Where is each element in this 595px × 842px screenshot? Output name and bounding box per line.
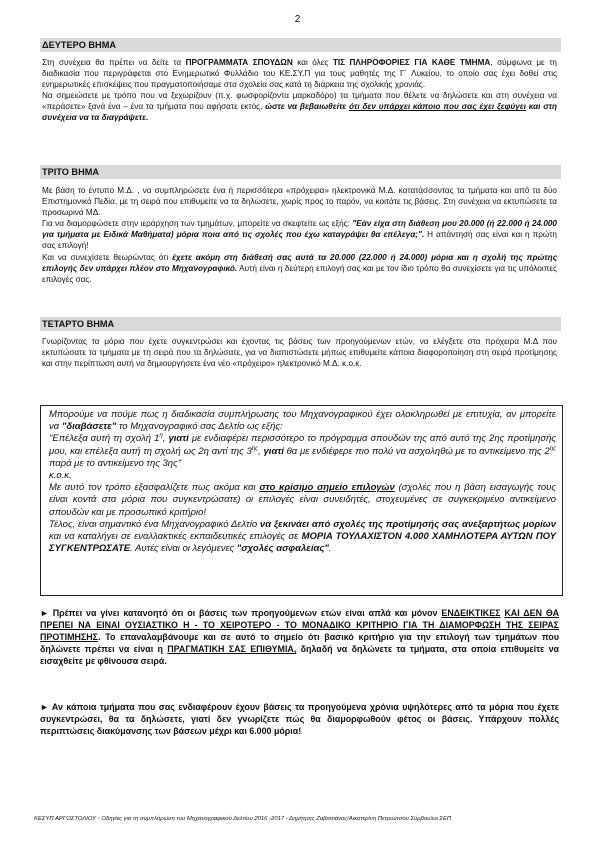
step4-paragraph-1: Γνωρίζοντας τα μόρια που έχετε συγκεντρώσει και έχοντας τις βάσεις των προηγούμενων ετών, να ελέγξετε στα πρόχειρα Μ.Δ που εκτυπώσατε τα τμήματα με τη σειρά που τα δηλώσατε, για να διαπιστώσετε μήπως επιθυμείτε κάποια διαφοροποίηση στη σειρά προτίμησης και στην περίπτωση αυτή να δημιουργήσετε ένα νέο «πρόχειρο» ηλεκτρονικό Μ.Δ. κ.ο.κ. — [42, 337, 557, 369]
summary-box — [40, 405, 563, 596]
box-paragraph-2: "Επέλεξα αυτή τη σχολή $1^\eta$, γιατί με ενδιαφέρει περισσότερο το πρόγραμμα σπουδών της από αυτό της 2ης προτίμησής μου, και επέλεξα αυτή τη σχολή ως 2η αντί της $3^{\eta\varsigma}$, γιατί θα με ενδιέφερε πιο πολύ να ασχοληθώ με το αντικείμενο της $2^{\eta\varsigma}$ παρά με το αντικείμενο της 3ης" — [49, 433, 557, 469]
box-paragraph-3: Με αυτό τον τρόπο εξασφαλίζετε πως ακόμα και στο κρίσιμο σημείο επιλογών (σχολές που η βάση εισαγωγής τους είναι κοντά στα μόρια που συγκεντρώσατε) οι επιλογές είναι συνειδητές, στοχευμένες σε συγκεκριμένο αντικείμενο σπουδών και με προσωπικό κριτήριο! — [49, 482, 556, 518]
step2-paragraph-2: Να σημειώσετε με τρόπο που να ξεχωρίζουν (π.χ. φωσφορίζοντα μαρκαδόρο) τα τμήματα που θέλετε να δηλώσετε και στη συνέχεια να «περάσετε» ξανά ένα – ένα τα τμήματα που αφήσατε εκτός, ώστε να βεβαιωθείτε ότι δεν υπάρχει κάποιο που σας έχει ξεφύγει και στη συνέχεια να τα διαγράψετε. — [42, 91, 558, 123]
step2-text — [42, 57, 557, 124]
step3-heading: ΤΡΙΤΟ ΒΗΜΑ — [40, 165, 561, 179]
page-number: 2 — [294, 14, 301, 25]
step2-heading: ΔΕΥΤΕΡΟ ΒΗΜΑ — [40, 38, 561, 52]
step4-heading: ΤΕΤΑΡΤΟ ΒΗΜΑ — [40, 317, 561, 331]
step3-paragraph-1: Με βάση το έντυπο Μ.Δ. , να συμπληρώσετε ένα ή περισσότερα «πρόχειρα» ηλεκτρονικά Μ.Δ. κατατάσσοντας τα τμήματα και από τα δύο Επιστημονικά Πεδία, με τη σειρά που επιθυμείτε να τα δηλώσετε, χωρίς προς το παρόν, να κοιτάτε τις βάσεις. Στη συνέχεια να εκτυπώσετε τα προσωρινά ΜΔ. — [42, 186, 557, 218]
step2-paragraph-1: Στη συνέχεια θα πρέπει να δείτε τα ΠΡΟΓΡΑΜΜΑΤΑ ΣΠΟΥΔΩΝ και όλες ΤΙΣ ΠΛΗΡΟΦΟΡΙΕΣ ΓΙΑ ΚΑΘΕ ΤΜΗΜΑ, σύμφωνα με τη διαδικασία που περιγράφεται στο Ενημερωτικό Φυλλάδιο του ΚΕ.ΣΥ.Π για τους μαθητές της Γ΄ Λυκείου, το οποίο σας έχει δοθεί στις ενημερωτικές επισκέψεις που πραγματοποιήσαμε στα σχολεία σας κατά τη διάρκεια της σχολικής χρονιάς. — [42, 58, 557, 90]
step3-text — [42, 185, 557, 285]
box-paragraph-1: Μπορούμε να πούμε πως η διαδικασία συμπλήρωσης του Μηχανογραφικού έχει ολοκληρωθεί με επιτυχία, αν μπορείτε να "διαβάσετε" το Μηχανογραφικό σας Δελτίο ως εξής: — [49, 409, 556, 433]
note-1: ► Πρέπει να γίνει κατανοητό ότι οι βάσεις των προηγούμενων ετών είναι απλά και μόνον ΕΝΔΕΙΚΤΙΚΕΣ ΚΑΙ ΔΕΝ ΘΑ ΠΡΕΠΕΙ ΝΑ ΕΙΝΑΙ ΟΥΣΙΑΣΤΙΚΟ Η - ΤΟ ΧΕΙΡΟΤΕΡΟ - ΤΟ ΜΟΝΑΔΙΚΟ ΚΡΙΤΗΡΙΟ ΓΙΑ ΤΗ ΔΙΑΜΟΡΦΩΣΗ ΤΗΣ ΣΕΙΡΑΣ ΠΡΟΤΙΜΗΣΗΣ. Το επαναλαμβάνουμε και σε αυτό το σημείο ότι βασικό κριτήριο για την επιλογή των τμημάτων που δηλώνετε πρέπει να είναι η ΠΡΑΓΜΑΤΙΚΗ ΣΑΣ ΕΠΙΘΥΜΙΑ, δηλαδή να δηλώνετε τα τμήματα, στα οποία επιθυμείτε να εισαχθείτε με φθίνουσα σειρά. — [40, 608, 559, 666]
step4-text — [42, 336, 557, 369]
step3-paragraph-2: Για να διαμορφώσετε στην ιεράρχηση των τμημάτων, μπορείτε να σκεφτείτε ως εξής: "Εάν είχα στη διάθεση μου 20.000 (ή 22.000 ή 24.000 για τμήματα με Ειδικά Μαθήματα) μόρια ποια από τις σχολές που έχω καταγράψει θα επέλεγα;". Η απάντησή σας είναι και η πρώτη σας επιλογή! — [42, 219, 557, 251]
box-paragraph-4: Τέλος, είναι σημαντικό ένα Μηχανογραφικό Δελτίο να ξεκινάει από σχολές της προτίμησής σας ανεξαρτήτως μορίων και να καταλήγει σε εναλλακτικές εκπαιδευτικές επιλογές σε ΜΟΡΙΑ ΤΟΥΛΑΧΙΣΤΟΝ 4.000 ΧΑΜΗΛΟΤΕΡΑ ΑΥΤΩΝ ΠΟΥ ΣΥΓΚΕΝΤΡΩΣΑΤΕ. Αυτές είναι οι λεγόμενες "σχολές ασφαλείας". — [49, 518, 556, 555]
box-kok: κ.ο.κ. — [49, 470, 72, 482]
step3-paragraph-3: Και να συνεχίσετε θεωρώντας ότι έχετε ακόμη στη διάθεσή σας αυτά τα 20.000 (22.000 ή 24.000) μόρια και η σχολή της πρώτης επιλογής δεν υπάρχει πλέον στο Μηχανογραφικό. Αυτή είναι η δεύτερη επιλογή σας και με τον ίδιο τρόπο θα συνεχίσετε για τις υπόλοιπες επιλογές σας. — [42, 252, 557, 284]
note-2: ► Αν κάποια τμήματα που σας ενδιαφέρουν έχουν βάσεις τα προηγούμενα χρόνια υψηλότερες από τα μόρια που έχετε συγκεντρώσει, θα τα δηλώσετε, γιατί δεν γνωρίζετε πώς θα διαμορφωθούν φέτος οι βάσεις. Υπάρχουν πολλές περιπτώσεις διακύμανσης των βάσεων μέχρι και 6.000 μόρια! — [40, 702, 559, 736]
page-footer: ΚΕΣΥΠ ΑΡΓΟΣΤΟΛΙΟΥ - Οδηγίες για τη συμπλήρωση του Μηχανογραφικού Δελτίου 2016 -2017 - Δημήτρης Ζαβιτσιάνος/Αικατερίνη Πετρούτσου Σύμβουλοι ΣΕΠ — [34, 816, 452, 822]
